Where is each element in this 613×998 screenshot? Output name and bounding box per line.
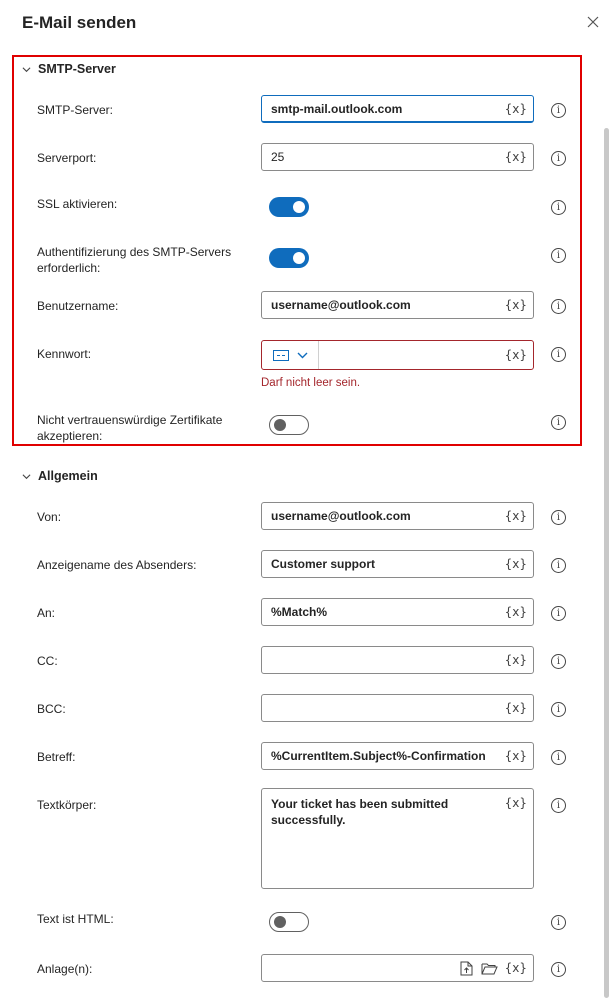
toggle-knob [274, 916, 286, 928]
section-toggle-smtp[interactable] [22, 62, 116, 76]
username-input[interactable] [261, 291, 534, 319]
chevron-down-icon [22, 472, 31, 481]
variable-icon[interactable]: {x} [504, 150, 527, 164]
info-icon[interactable]: i [551, 103, 566, 118]
variable-icon[interactable]: {x} [504, 653, 527, 667]
sender-name-label: Anzeigename des Absenders: [37, 558, 197, 572]
ssl-label: SSL aktivieren: [37, 197, 118, 211]
info-icon[interactable]: i [551, 510, 566, 525]
untrusted-certs-toggle[interactable] [269, 415, 309, 435]
info-icon[interactable]: i [551, 200, 566, 215]
info-icon[interactable]: i [551, 962, 566, 977]
server-port-value: 25 [271, 150, 285, 164]
close-icon[interactable] [584, 14, 602, 32]
textbox-icon [273, 350, 289, 361]
chevron-down-icon [22, 65, 31, 74]
info-icon[interactable]: i [551, 299, 566, 314]
chevron-down-icon [297, 352, 308, 359]
bcc-label: BCC: [37, 702, 66, 716]
auth-label: Authentifizierung des SMTP-Servers erforderlich: [37, 245, 232, 275]
bcc-input[interactable] [261, 694, 534, 722]
attachments-input[interactable] [261, 954, 534, 982]
body-value: Your ticket has been submitted successfully. [271, 797, 449, 827]
password-error-message: Darf nicht leer sein. [261, 377, 361, 389]
variable-icon[interactable]: {x} [504, 298, 527, 312]
dialog-title: E-Mail senden [22, 13, 137, 32]
toggle-knob [293, 252, 305, 264]
subject-input[interactable] [261, 742, 534, 770]
subject-value: %CurrentItem.Subject%-Confirmation [271, 749, 486, 763]
info-icon[interactable]: i [551, 750, 566, 765]
variable-icon[interactable]: {x} [504, 701, 527, 715]
scrollbar[interactable] [604, 128, 609, 998]
body-textarea[interactable] [261, 788, 534, 889]
smtp-server-value: smtp-mail.outlook.com [271, 101, 403, 116]
auth-toggle[interactable] [269, 248, 309, 268]
from-value: username@outlook.com [271, 509, 411, 523]
smtp-server-input[interactable] [261, 95, 534, 123]
info-icon[interactable]: i [551, 606, 566, 621]
cc-label: CC: [37, 654, 58, 668]
sender-name-value: Customer support [271, 557, 376, 571]
password-label: Kennwort: [37, 347, 92, 361]
info-icon[interactable]: i [551, 654, 566, 669]
attachments-label: Anlage(n): [37, 962, 93, 976]
file-icon[interactable] [460, 961, 473, 976]
section-title-smtp: SMTP-Server [38, 62, 116, 76]
server-port-label: Serverport: [37, 151, 97, 165]
info-icon[interactable]: i [551, 248, 566, 263]
info-icon[interactable]: i [551, 798, 566, 813]
info-icon[interactable]: i [551, 415, 566, 430]
toggle-knob [274, 419, 286, 431]
is-html-toggle[interactable] [269, 912, 309, 932]
username-value: username@outlook.com [271, 298, 411, 312]
username-label: Benutzername: [37, 299, 119, 313]
section-toggle-general[interactable] [22, 469, 98, 483]
cc-input[interactable] [261, 646, 534, 674]
info-icon[interactable]: i [551, 558, 566, 573]
info-icon[interactable]: i [551, 151, 566, 166]
subject-label: Betreff: [37, 750, 76, 764]
variable-icon[interactable]: {x} [504, 961, 527, 975]
server-port-input[interactable] [261, 143, 534, 171]
untrusted-certs-label: Nicht vertrauenswürdige Zertifikate akzeptieren: [37, 413, 223, 443]
section-title-general: Allgemein [38, 469, 98, 483]
variable-icon[interactable]: {x} [504, 749, 527, 763]
info-icon[interactable]: i [551, 915, 566, 930]
is-html-label: Text ist HTML: [37, 912, 114, 926]
variable-icon[interactable]: {x} [504, 509, 527, 523]
variable-icon[interactable]: {x} [504, 605, 527, 619]
body-label: Textkörper: [37, 798, 97, 812]
variable-icon[interactable]: {x} [504, 101, 527, 116]
variable-icon[interactable]: {x} [504, 557, 527, 571]
info-icon[interactable]: i [551, 347, 566, 362]
to-label: An: [37, 606, 56, 620]
sender-name-input[interactable] [261, 550, 534, 578]
ssl-toggle[interactable] [269, 197, 309, 217]
smtp-server-label: SMTP-Server: [37, 103, 114, 117]
toggle-knob [293, 201, 305, 213]
to-input[interactable] [261, 598, 534, 626]
variable-icon[interactable]: {x} [504, 796, 527, 810]
password-input[interactable] [261, 340, 534, 370]
variable-icon[interactable]: {x} [504, 348, 527, 362]
from-label: Von: [37, 510, 62, 524]
folder-icon[interactable] [481, 962, 498, 975]
to-value: %Match% [271, 605, 328, 619]
from-input[interactable] [261, 502, 534, 530]
password-type-dropdown[interactable] [262, 341, 319, 369]
info-icon[interactable]: i [551, 702, 566, 717]
